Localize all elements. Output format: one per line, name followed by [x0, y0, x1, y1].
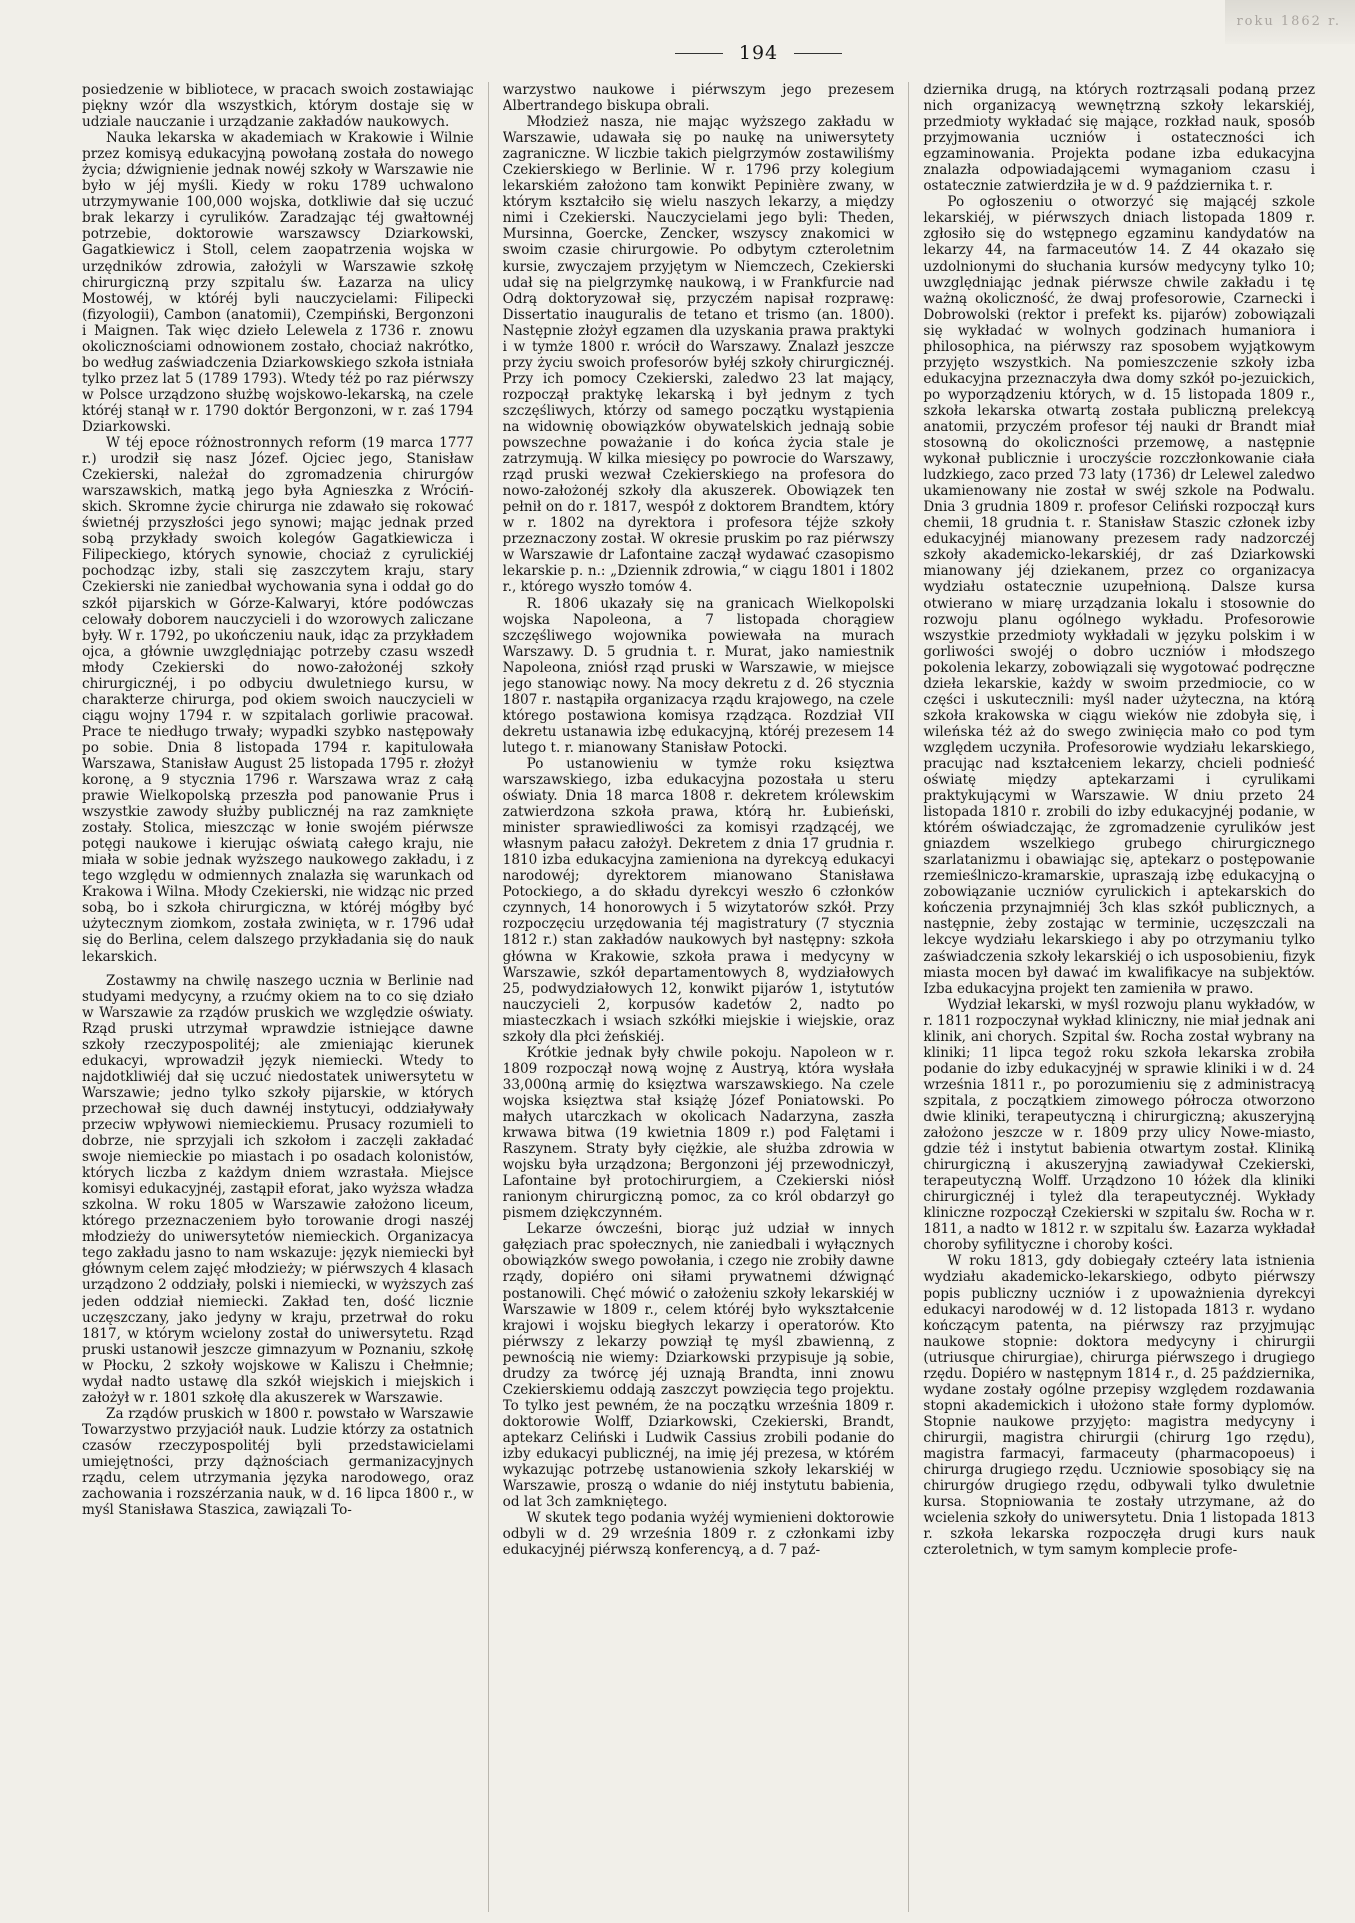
column-3: [923, 82, 1315, 1912]
paragraph: R. 1806 ukazały się na granicach Wielkopolski wojska Napoleona, a 7 listopada chorągiew szczęśliwego wojownika powiewała na murach Warszawy. D. 5 grudnia t. r. Murat, jako namiestnik Napoleona, zniósł rząd pruski w Warszawie, w miejsce jego stanowiąc nowy. Na mocy dekretu z d. 26 stycznia 1807 r. nastąpiła organizacya rządu krajowego, na czele którego postawiona komisya rządząca. Rozdział VII dekretu ustanawia izbę edukacyjną, któréj prezesem 14 lutego t. r. mianowany Stanisław Potocki.: [502, 595, 895, 756]
page-number: 194: [738, 42, 779, 64]
column-2: [503, 82, 895, 1912]
header-rule-left: [675, 53, 723, 54]
header-rule-right: [794, 53, 842, 54]
paragraph: Krótkie jednak były chwile pokoju. Napoleon w r. 1809 rozpoczął nową wojnę z Austryą, która wysłała 33,000ną armię do księztwa warszawskiego. Na czele wojska księztwa stał książę Józef Poniatowski. Po małych utarczkach w okolicach Nadarzyna, zaszła krwawa bitwa (19 kwietnia 1809 r.) pod Falętami i Raszynem. Straty były ciężkie, ale służba zdrowia w wojsku była urządzona; Bergonzoni jéj przewodniczył, Lafontaine był protochirurgiem, a Czekierski niósł ranionym chirurgiczną pomoc, za co król obdarzył go pismem dziękczynném.: [502, 1044, 895, 1222]
corner-note: roku 1862 r.: [1236, 14, 1341, 29]
paragraph: Za rządów pruskich w 1800 r. powstało w Warszawie Towarzystwo przyjaciół nauk. Ludzie którzy za ostatnich czasów rzeczypospolitéj byli przedstawicielami umiejętności, przy dążnościach germanizacyjnych rządu, celem utrzymania języka narodowego, oraz zachowania i rozszérzania nauk, w d. 16 lipca 1800 r., w myśl Stanisława Staszica, zawiązali To-: [82, 1405, 474, 1519]
paragraph: dziernika drugą, na których roztrząsali podaną przez nich organizacyą wewnętrzną szkoły lekarskiéj, przedmioty wykładać się mające, rozkład nauk, sposób przyjmowania uczniów i ostateczności ich egzaminowania. Projekta podane izba edukacyjna znalazła odpowiadającemi wymaganiom czasu i ostatecznie zatwierdziła je w d. 9 października t. r.: [923, 82, 1316, 195]
column-separator: [908, 82, 909, 1912]
paragraph: Po ustanowieniu w tymże roku księztwa warszawskiego, izba edukacyjna pozostała u steru oświaty. Dnia 18 marca 1808 r. dekretem królewskim zatwierdzona szkoła prawa, którą hr. Łubieński, minister sprawiedliwości za komisyi rządzącéj, we własnym pałacu założył. Dekretem z dnia 17 grudnia r. 1810 izba edukacyjna zamieniona na dyrekcyą edukacyi narodowéj; dyrektorem mianowano Stanisława Potockiego, a do składu dyrekcyi weszło 6 członków czynnych, 14 honorowych i 5 wizytatorów szkół. Przy rozpoczęciu urzędowania téj magistratury (7 stycznia 1812 r.) stan zakładów naukowych był następny: szkoła główna w Krakowie, szkoła prawa i medycyny w Warszawie, szkół departamentowych 8, wydziałowych 25, podwydziałowych 12, konwikt pijarów 1, istytutów nauczycieli 2, korpusów kadetów 2, nadto po miasteczkach i wsiach szkółki miejskie i wiejskie, oraz szkoły dla płci żeńskiéj.: [502, 755, 895, 1045]
paragraph: Po ogłoszeniu o otworzyć się mającéj szkole lekarskiéj, w piérwszych dniach listopada 1809 r. zgłosiło się do wstępnego egzaminu kandydatów na lekarzy 44, na farmaceutów 14. Z 44 okazało się uzdolnionymi do słuchania kursów medycyny tylko 10; uwzględniając jednak piérwsze chwile zakładu i tę ważną okoliczność, że dwaj profesorowie, Czarnecki i Dobrowolski (rektor i prefekt ks. pijarów) zobowiązali się wykładać w wolnych godzinach humaniora i philosophica, na piérwszy raz sposobem wyjątkowym przyjęto wszystkich. Na pomieszczenie szkoły izba edukacyjna przeznaczyła dwa domy szkół po-jezuickich, po wyporządzeniu których, w d. 15 listopada 1809 r., szkoła lekarska otwartą została publiczną prelekcyą anatomii, przyczém profesor téj nauki dr Brandt miał stosowną do okoliczności przemowę, a następnie wykonał publicznie i uroczyście rozczłonkowanie ciała ludzkiego, zaco przed 73 laty (1736) dr Lelewel zaledwo ukamienowany nie został w swéj szkole na Podwalu. Dnia 3 grudnia 1809 r. profesor Celiński rozpoczął kurs chemii, 18 grudnia t. r. Stanisław Staszic członek izby edukacyjnéj mianowany prezesem rady nadzorczéj szkoły akademicko-lekarskiéj, dr zaś Dziarkowski mianowany jéj dziekanem, przez co organizacya wydziału ostatecznie uzupełnioną. Dalsze kursa otwierano w miarę urządzania lokalu i stosownie do rozwoju planu ogólnego wykładu. Profesorowie wszystkie przedmioty wykładali w języku polskim i w gorliwości swojéj o dobro uczniów i młodszego pokolenia lekarzy, zobowiązali się wygotować podręczne dzieła lekarskie, każdy w swoim przedmiocie, co w części i uskutecznili: myśl nader użyteczna, na którą szkoła krakowska w ciągu wieków nie zdobyła się, i wileńska téż aż do swego zwinięcia mało co pod tym względem uczyniła. Profesorowie wydziału lekarskiego, pracując nad kształceniem lekarzy, chcieli podnieść oświatę między aptekarzami i cyrulikami praktykującymi w Warszawie. W dniu przeto 24 listopada 1810 r. zrobili do izby edukacyjnéj podanie, w którém oświadczając, że zgromadzenie cyrulików jest gniazdem wszelkiego grubego chirurgicznego szarlatanizmu i obawiając się, aptekarz o postępowanie rzemieślniczo-kramarskie, upraszają izbę edukacyjną o zobowiązanie uczniów cyrulickich i aptekarskich do kończenia przynajmniéj 3ch klas szkół publicznych, a następnie, żeby zostając w terminie, uczęszczali na lekcye wydziału lekarskiego i aby po otrzymaniu tylko zaświadczenia szkoły lekarskiéj o ich usposobieniu, fizyk miasta mocen był dawać im kwalifikacye na subjektów. Izba edukacyjna projekt ten zamieniła w prawo.: [923, 194, 1316, 997]
paragraph: Wydział lekarski, w myśl rozwoju planu wykładów, w r. 1811 rozpoczynał wykład kliniczny, nie miał jednak ani klinik, ani chorych. Szpital św. Rocha został wybrany na kliniki; 11 lipca tegoż roku szkoła lekarska zrobiła podanie do izby edukacyjnéj w sprawie kliniki i w d. 24 września 1811 r., po porozumieniu się z administracyą szpitala, z początkiem zimowego półrocza otworzono dwie kliniki, terapeutyczną i chirurgiczną; akuszeryjną założono jeszcze w r. 1809 przy ulicy Nowe-miasto, gdzie téż i instytut babienia otwartym został. Kliniką chirurgiczną i akuszeryjną zawiadywał Czekierski, terapeutyczną Wolff. Urządzono 10 łóżek dla kliniki chirurgicznéj i tyleż dla terapeutycznéj. Wykłady kliniczne rozpoczął Czekierski w szpitalu św. Rocha w r. 1811, a nadto w 1812 r. w szpitalu św. Łazarza wykładał choroby syfilityczne i choroby kości.: [923, 996, 1316, 1254]
paragraph: Lekarze ówcześni, biorąc już udział w innych gałęziach prac społecznych, nie zaniedbali i wyłącznych obowiązków swego powołania, i czego nie zrobiły dawne rządy, dopiéro oni siłami prywatnemi dźwignąć postanowili. Chęć mówić o założeniu szkoły lekarskiéj w Warszawie w 1809 r., celem któréj było wykształcenie krajowi i wojsku biegłych lekarzy i operatorów. Kto piérwszy z lekarzy powziął tę myśl zbawienną, z pewnością nie wiemy: Dziarkowski przypisuje ją sobie, drudzy za twórcę jéj uznają Brandta, inni znowu Czekierskiemu oddają zaszczyt powzięcia tego projektu. To tylko jest pewném, że na początku września 1809 r. doktorowie Wolff, Dziarkowski, Czekierski, Brandt, aptekarz Celiński i Ludwik Cassius zrobili podanie do izby edukacyi publicznéj, na imię jéj prezesa, w którém wykazując potrzebę ustanowienia szkoły lekarskiéj w Warszawie, proszą o wdanie do niéj instytutu babienia, od lat 3ch zamkniętego.: [502, 1221, 895, 1511]
paragraph: W skutek tego podania wyżéj wymienieni doktorowie odbyli w d. 29 września 1809 r. z członkami izby edukacyjnéj piérwszą konferencyą, a d. 7 paź-: [502, 1510, 895, 1559]
column-separator: [488, 82, 489, 1912]
page-header: [202, 38, 1315, 68]
paragraph: Nauka lekarska w akademiach w Krakowie i Wilnie przez komisyą edukacyjną powołaną została do nowego życia; dźwignienie jednak nowéj szkoły w Warszawie nie było w jéj myśli. Kiedy w roku 1789 uchwalono utrzymywanie 100,000 wojska, dotkliwie dał się uczuć brak lekarzy i cyrulików. Zaradzając téj gwałtownéj potrzebie, doktorowie warszawscy Dziarkowski, Gagatkiewicz i Stoll, celem zaopatrzenia wojska w urzędników zdrowia, założyli w Warszawie szkołę chirurgiczną przy szpitalu św. Łazarza na ulicy Mostowéj, w któréj byli nauczycielami: Filipecki (fizyologii), Cambon (anatomii), Czempiński, Bergonzoni i Maignen. Tak więc dzieło Lelewela z 1736 r. znowu okolicznościami odnowionem zostało, chociaż nakrótko, bo według zaświadczenia Dziarkowskiego szkoła istniała tylko przez lat 5 (1789 1793). Wtedy téż po raz piérwszy w Polsce urządzono służbę wojskowo-lekarską, na czele któréj stanął w r. 1790 doktór Bergonzoni, w r. zaś 1794 Dziarkowski.: [82, 130, 474, 435]
column-1: [82, 82, 474, 1912]
paragraph: W téj epoce różnostronnych reform (19 marca 1777 r.) urodził się nasz Józef. Ojciec jego, Stanisław Czekierski, należał do zgromadzenia chirurgów warszawskich, matką jego była Agnieszka z Wróciń-skich. Skromne życie chirurga nie zdawało się rokować świetnéj przyszłości jego synowi; mając jednak przed sobą przykłady swoich kolegów Gagatkiewicza i Filipeckiego, których synowie, chociaż z cyrulickiéj pochodząc izby, stali się zaszczytem kraju, stary Czekierski nie zaniedbał wychowania syna i oddał go do szkół pijarskich w Górze-Kalwaryi, które podówczas celowały doborem nauczycieli i do wzorowych zaliczane były. W r. 1792, po ukończeniu nauk, idąc za przykładem ojca, a głównie uwzględniając potrzeby czasu wszedł młody Czekierski do nowo-założonéj szkoły chirurgicznéj, i po odbyciu dwuletniego kursu, w charakterze chirurga, pod okiem swoich nauczycieli w ciągu wojny 1794 r. w szpitalach gorliwie pracował. Prace te niedługo trwały; wypadki szybko następowały po sobie. Dnia 8 listopada 1794 r. kapitulowała Warszawa, Stanisław August 25 listopada 1795 r. złożył koronę, a 9 stycznia 1796 r. Warszawa wraz z całą prawie Wielkopolską przeszła pod panowanie Prus i wszystkie zawody służby publicznéj na raz zamknięte zostały. Stolica, mieszcząc w łonie swojém piérwsze potęgi naukowe i kierując oświatą całego kraju, nie miała w sobie jednak wyższego naukowego zakładu, i z tego względu w odmiennych znalazła się warunkach od Krakowa i Wilna. Młody Czekierski, nie widząc nic przed sobą, bo i szkoła chirurgiczna, w któréj mógłby być użytecznym ziomkom, została zwinięta, w r. 1796 udał się do Berlina, celem dalszego przykładania się do nauk lekarskich.: [82, 435, 474, 965]
scan-corner-shadow: [1225, 0, 1355, 44]
paragraph: warzystwo naukowe i piérwszym jego prezesem Albertrandego biskupa obrali.: [502, 82, 895, 115]
paragraph: Młodzież nasza, nie mając wyższego zakładu w Warszawie, udawała się po naukę na uniwersytety zagraniczne. W liczbie takich pielgrzymów zostawiliśmy Czekierskiego w Berlinie. W r. 1796 przy kolegium lekarskiém założono tam konwikt Pepinière zwany, w którym kształciło się wielu naszych lekarzy, a między nimi i Czekierski. Nauczycielami jego byli: Theden, Mursinna, Goercke, Zencker, wszyscy znakomici w swoim czasie chirurgowie. Po odbytym czteroletnim kursie, zwyczajem przyjętym w Niemczech, Czekierski udał się na pielgrzymkę naukową, i w Frankfurcie nad Odrą doktoryzował się, przyczém napisał rozprawę: Dissertatio inauguralis de tetano et trismo (an. 1800). Następnie złożył egzamen dla uzyskania prawa praktyki i w tymże 1800 r. wrócił do Warszawy. Znalazł jeszcze przy życiu swoich profesorów byłéj szkoły chirurgicznéj. Przy ich pomocy Czekierski, zaledwo 23 lat mający, rozpoczął praktykę lekarską i był jednym z tych szczęśliwych, którzy od samego początku wystąpienia na widownię obowiązków obywatelskich jednają sobie powszechne poważanie i do końca życia stale je zatrzymują. W kilka miesięcy po powrocie do Warszawy, rząd pruski wezwał Czekierskiego na profesora do nowo-założonéj szkoły dla akuszerek. Obowiązek ten pełnił on do r. 1817, wespół z doktorem Brandtem, który w r. 1802 na dyrektora i profesora téjże szkoły przeznaczony został. W okresie pruskim po raz piérwszy w Warszawie dr Lafontaine zaczął wydawać czasopismo lekarskie p. n.: „Dziennik zdrowia,“ w ciągu 1801 i 1802 r., którego wyszło tomów 4.: [502, 114, 895, 596]
paragraph: Zostawmy na chwilę naszego ucznia w Berlinie nad studyami medycyny, a rzućmy okiem na to co się działo w Warszawie za rządów pruskich we względzie oświaty. Rząd pruski utrzymał wprawdzie istniejące dawne szkoły rzeczypospolitéj; ale zmieniając kierunek edukacyi, wprowadził język niemiecki. Wtedy to najdotkliwiéj dał się uczuć niedostatek uniwersytetu w Warszawie; jedno tylko szkoły pijarskie, w których przechował się duch dawnéj instytucyi, oddziaływały przeciw wpływowi niemieckiemu. Prusacy rozumieli to dobrze, nie sprzyjali ich szkołom i zaczęli zakładać swoje niemieckie po miastach i po osadach kolonistów, których liczba z każdym dniem wzrastała. Miejsce komisyi edukacyjnéj, zastąpił eforat, jako wyższa władza szkolna. W roku 1805 w Warszawie założono liceum, którego przeznaczeniem było torowanie drogi naszéj młodzieży do uniwersytetów niemieckich. Organizacya tego zakładu jasno to nam wskazuje: język niemiecki był głównym celem zajęć młodzieży; w piérwszych 4 klasach urządzono 2 oddziały, polski i niemiecki, w wyższych zaś jeden oddział niemiecki. Zakład ten, dość licznie uczęszczany, jako jedyny w kraju, przetrwał do roku 1817, w którym wcielony został do uniwersytetu. Rząd pruski ustanowił jeszcze gimnazyum w Poznaniu, szkołę w Płocku, 2 szkoły wojskowe w Kaliszu i Chełmnie; wydał nadto ustawę dla szkół wiejskich i miejskich i założył w r. 1801 szkołę dla akuszerek w Warszawie.: [82, 972, 474, 1406]
paragraph: W roku 1813, gdy dobiegały czteéry lata istnienia wydziału akademicko-lekarskiego, odbyto piérwszy popis publiczny uczniów i z upoważnienia dyrekcyi edukacyi narodowéj w d. 12 listopada 1813 r. wydano kończącym patenta, na piérwszy raz przyjmując naukowe stopnie: doktora medycyny i chirurgii (utriusque chirurgiae), chirurga piérwszego i drugiego rzędu. Dopiéro w następnym 1814 r., d. 25 października, wydane zostały ogólne przepisy względem rozdawania stopni akademickich i ułożono stałe formy dyplomów. Stopnie naukowe przyjęto: magistra medycyny i chirurgii, magistra chirurgii (chirurg 1go rzędu), magistra farmacyi, farmaceuty (pharmacopoeus) i chirurga drugiego rzędu. Uczniowie sposobiący się na chirurgów drugiego rzędu, odbywali tylko dwuletnie kursa. Stopniowania te zostały utrzymane, aż do wcielenia szkoły do uniwersytetu. Dnia 1 listopada 1813 r. szkoła lekarska rozpoczęła drugi kurs nauk czteroletnich, w tym samym komplecie profe-: [923, 1253, 1316, 1559]
text-columns: [82, 82, 1315, 1912]
paragraph: posiedzenie w bibliotece, w pracach swoich zostawiając piękny wzór dla wszystkich, którym dostaje się w udziale nauczanie i urządzanie zakładów naukowych.: [82, 82, 474, 131]
